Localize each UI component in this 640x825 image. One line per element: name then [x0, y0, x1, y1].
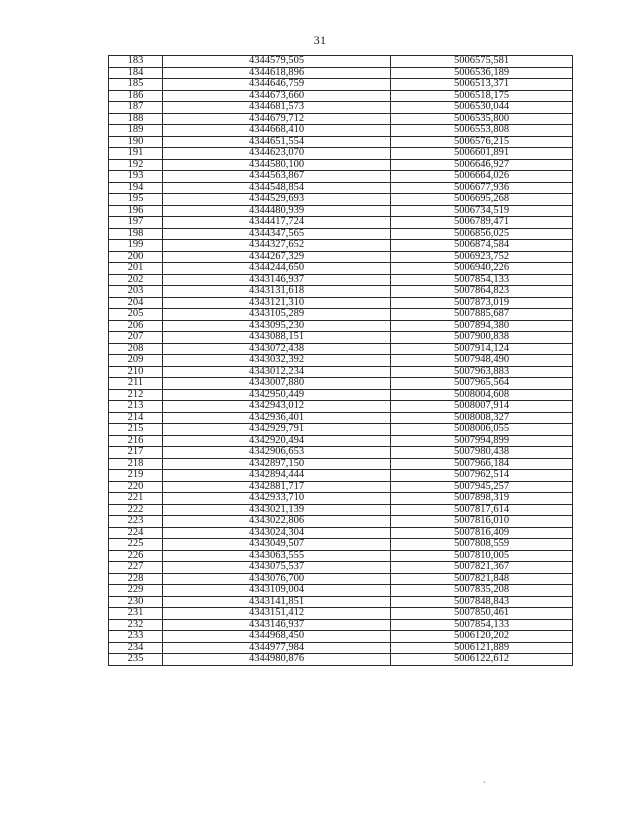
table-row [109, 435, 573, 447]
x-coordinate-cell: 4342897,150 [163, 458, 391, 470]
point-number-cell: 192 [109, 159, 163, 171]
x-coordinate-cell: 4344327,652 [163, 240, 391, 252]
y-coordinate-cell: 5007816,010 [391, 516, 573, 528]
x-coordinate-cell: 4344580,100 [163, 159, 391, 171]
table-row [109, 79, 573, 91]
y-coordinate-cell: 5007894,380 [391, 320, 573, 332]
x-coordinate-cell: 4343063,555 [163, 550, 391, 562]
table-row [109, 389, 573, 401]
stray-mark: ` [483, 780, 486, 790]
point-number-cell: 196 [109, 205, 163, 217]
x-coordinate-cell: 4344529,693 [163, 194, 391, 206]
point-number-cell: 183 [109, 56, 163, 68]
point-number-cell: 230 [109, 596, 163, 608]
table-row [109, 550, 573, 562]
table-row [109, 654, 573, 666]
y-coordinate-cell: 5006518,175 [391, 90, 573, 102]
table-row [109, 263, 573, 275]
coordinate-table [108, 55, 573, 666]
x-coordinate-cell: 4344417,724 [163, 217, 391, 229]
point-number-cell: 225 [109, 539, 163, 551]
point-number-cell: 198 [109, 228, 163, 240]
y-coordinate-cell: 5007835,208 [391, 585, 573, 597]
point-number-cell: 202 [109, 274, 163, 286]
y-coordinate-cell: 5007966,184 [391, 458, 573, 470]
table-row [109, 412, 573, 424]
y-coordinate-cell: 5007965,564 [391, 378, 573, 390]
x-coordinate-cell: 4344480,939 [163, 205, 391, 217]
x-coordinate-cell: 4344679,712 [163, 113, 391, 125]
y-coordinate-cell: 5006535,800 [391, 113, 573, 125]
y-coordinate-cell: 5008006,055 [391, 424, 573, 436]
x-coordinate-cell: 4343131,618 [163, 286, 391, 298]
table-row [109, 159, 573, 171]
table-row [109, 205, 573, 217]
y-coordinate-cell: 5007810,005 [391, 550, 573, 562]
x-coordinate-cell: 4343007,880 [163, 378, 391, 390]
x-coordinate-cell: 4344563,867 [163, 171, 391, 183]
point-number-cell: 223 [109, 516, 163, 528]
y-coordinate-cell: 5007948,490 [391, 355, 573, 367]
y-coordinate-cell: 5006530,044 [391, 102, 573, 114]
table-row [109, 378, 573, 390]
point-number-cell: 208 [109, 343, 163, 355]
x-coordinate-cell: 4343146,937 [163, 274, 391, 286]
y-coordinate-cell: 5006734,519 [391, 205, 573, 217]
table-row [109, 240, 573, 252]
y-coordinate-cell: 5008008,327 [391, 412, 573, 424]
x-coordinate-cell: 4342906,653 [163, 447, 391, 459]
table-row [109, 125, 573, 137]
x-coordinate-cell: 4343105,289 [163, 309, 391, 321]
table-row [109, 619, 573, 631]
x-coordinate-cell: 4344579,505 [163, 56, 391, 68]
y-coordinate-cell: 5006789,471 [391, 217, 573, 229]
point-number-cell: 184 [109, 67, 163, 79]
page-number: 31 [313, 33, 327, 47]
table-row [109, 113, 573, 125]
x-coordinate-cell: 4343012,234 [163, 366, 391, 378]
y-coordinate-cell: 5007945,257 [391, 481, 573, 493]
x-coordinate-cell: 4343022,806 [163, 516, 391, 528]
table-row [109, 481, 573, 493]
y-coordinate-cell: 5006553,808 [391, 125, 573, 137]
table-row [109, 194, 573, 206]
x-coordinate-cell: 4344977,984 [163, 642, 391, 654]
x-coordinate-cell: 4342933,710 [163, 493, 391, 505]
table-row [109, 631, 573, 643]
point-number-cell: 199 [109, 240, 163, 252]
point-number-cell: 209 [109, 355, 163, 367]
point-number-cell: 218 [109, 458, 163, 470]
point-number-cell: 224 [109, 527, 163, 539]
point-number-cell: 215 [109, 424, 163, 436]
y-coordinate-cell: 5006122,612 [391, 654, 573, 666]
point-number-cell: 185 [109, 79, 163, 91]
point-number-cell: 194 [109, 182, 163, 194]
point-number-cell: 204 [109, 297, 163, 309]
table-row [109, 366, 573, 378]
x-coordinate-cell: 4344618,896 [163, 67, 391, 79]
x-coordinate-cell: 4343141,851 [163, 596, 391, 608]
y-coordinate-cell: 5006575,581 [391, 56, 573, 68]
table-row [109, 573, 573, 585]
x-coordinate-cell: 4344267,329 [163, 251, 391, 263]
y-coordinate-cell: 5007873,019 [391, 297, 573, 309]
table-row [109, 470, 573, 482]
x-coordinate-cell: 4343024,304 [163, 527, 391, 539]
y-coordinate-cell: 5007816,409 [391, 527, 573, 539]
table-row [109, 332, 573, 344]
y-coordinate-cell: 5006874,584 [391, 240, 573, 252]
point-number-cell: 234 [109, 642, 163, 654]
table-row [109, 56, 573, 68]
table-row [109, 228, 573, 240]
y-coordinate-cell: 5007914,124 [391, 343, 573, 355]
x-coordinate-cell: 4344244,650 [163, 263, 391, 275]
point-number-cell: 213 [109, 401, 163, 413]
point-number-cell: 211 [109, 378, 163, 390]
x-coordinate-cell: 4343021,139 [163, 504, 391, 516]
point-number-cell: 189 [109, 125, 163, 137]
x-coordinate-cell: 4343088,151 [163, 332, 391, 344]
y-coordinate-cell: 5007808,559 [391, 539, 573, 551]
table-row [109, 562, 573, 574]
y-coordinate-cell: 5007994,899 [391, 435, 573, 447]
point-number-cell: 214 [109, 412, 163, 424]
point-number-cell: 217 [109, 447, 163, 459]
x-coordinate-cell: 4343032,392 [163, 355, 391, 367]
x-coordinate-cell: 4342936,401 [163, 412, 391, 424]
x-coordinate-cell: 4342920,494 [163, 435, 391, 447]
point-number-cell: 188 [109, 113, 163, 125]
x-coordinate-cell: 4343076,700 [163, 573, 391, 585]
table-row [109, 171, 573, 183]
y-coordinate-cell: 5008007,914 [391, 401, 573, 413]
y-coordinate-cell: 5006576,215 [391, 136, 573, 148]
y-coordinate-cell: 5006646,927 [391, 159, 573, 171]
x-coordinate-cell: 4343072,438 [163, 343, 391, 355]
point-number-cell: 231 [109, 608, 163, 620]
x-coordinate-cell: 4342950,449 [163, 389, 391, 401]
table-row [109, 527, 573, 539]
y-coordinate-cell: 5006856,025 [391, 228, 573, 240]
y-coordinate-cell: 5006940,226 [391, 263, 573, 275]
y-coordinate-cell: 5007962,514 [391, 470, 573, 482]
x-coordinate-cell: 4344623,070 [163, 148, 391, 160]
table-row [109, 251, 573, 263]
table-row [109, 274, 573, 286]
y-coordinate-cell: 5006121,889 [391, 642, 573, 654]
x-coordinate-cell: 4342943,012 [163, 401, 391, 413]
x-coordinate-cell: 4342881,717 [163, 481, 391, 493]
point-number-cell: 187 [109, 102, 163, 114]
point-number-cell: 186 [109, 90, 163, 102]
point-number-cell: 222 [109, 504, 163, 516]
point-number-cell: 203 [109, 286, 163, 298]
point-number-cell: 201 [109, 263, 163, 275]
table-row [109, 608, 573, 620]
y-coordinate-cell: 5007864,823 [391, 286, 573, 298]
point-number-cell: 200 [109, 251, 163, 263]
point-number-cell: 227 [109, 562, 163, 574]
y-coordinate-cell: 5007848,843 [391, 596, 573, 608]
point-number-cell: 190 [109, 136, 163, 148]
table-row [109, 182, 573, 194]
table-row [109, 493, 573, 505]
y-coordinate-cell: 5007854,133 [391, 274, 573, 286]
table-row [109, 90, 573, 102]
table-row [109, 102, 573, 114]
y-coordinate-cell: 5007821,367 [391, 562, 573, 574]
y-coordinate-cell: 5007850,461 [391, 608, 573, 620]
y-coordinate-cell: 5007885,687 [391, 309, 573, 321]
y-coordinate-cell: 5007980,438 [391, 447, 573, 459]
table-row [109, 596, 573, 608]
x-coordinate-cell: 4344980,876 [163, 654, 391, 666]
x-coordinate-cell: 4343095,230 [163, 320, 391, 332]
y-coordinate-cell: 5007854,133 [391, 619, 573, 631]
x-coordinate-cell: 4344646,759 [163, 79, 391, 91]
table-row [109, 67, 573, 79]
x-coordinate-cell: 4343151,412 [163, 608, 391, 620]
x-coordinate-cell: 4343075,537 [163, 562, 391, 574]
table-row [109, 136, 573, 148]
x-coordinate-cell: 4342929,791 [163, 424, 391, 436]
point-number-cell: 220 [109, 481, 163, 493]
point-number-cell: 207 [109, 332, 163, 344]
y-coordinate-cell: 5007821,848 [391, 573, 573, 585]
table-row [109, 343, 573, 355]
x-coordinate-cell: 4343121,310 [163, 297, 391, 309]
table-row [109, 504, 573, 516]
point-number-cell: 219 [109, 470, 163, 482]
y-coordinate-cell: 5006923,752 [391, 251, 573, 263]
table-row [109, 516, 573, 528]
point-number-cell: 205 [109, 309, 163, 321]
y-coordinate-cell: 5007898,319 [391, 493, 573, 505]
y-coordinate-cell: 5007817,614 [391, 504, 573, 516]
table-row [109, 148, 573, 160]
x-coordinate-cell: 4343109,004 [163, 585, 391, 597]
y-coordinate-cell: 5007963,883 [391, 366, 573, 378]
table-row [109, 309, 573, 321]
y-coordinate-cell: 5006536,189 [391, 67, 573, 79]
point-number-cell: 235 [109, 654, 163, 666]
table-row [109, 297, 573, 309]
table-row [109, 642, 573, 654]
table-row [109, 424, 573, 436]
point-number-cell: 191 [109, 148, 163, 160]
table-row [109, 401, 573, 413]
table-row [109, 217, 573, 229]
point-number-cell: 195 [109, 194, 163, 206]
x-coordinate-cell: 4344681,573 [163, 102, 391, 114]
point-number-cell: 221 [109, 493, 163, 505]
point-number-cell: 197 [109, 217, 163, 229]
point-number-cell: 216 [109, 435, 163, 447]
table-row [109, 320, 573, 332]
point-number-cell: 233 [109, 631, 163, 643]
y-coordinate-cell: 5006664,026 [391, 171, 573, 183]
x-coordinate-cell: 4344347,565 [163, 228, 391, 240]
point-number-cell: 193 [109, 171, 163, 183]
point-number-cell: 228 [109, 573, 163, 585]
x-coordinate-cell: 4343049,507 [163, 539, 391, 551]
table-row [109, 355, 573, 367]
point-number-cell: 212 [109, 389, 163, 401]
point-number-cell: 226 [109, 550, 163, 562]
table-row [109, 585, 573, 597]
point-number-cell: 229 [109, 585, 163, 597]
y-coordinate-cell: 5008004,608 [391, 389, 573, 401]
x-coordinate-cell: 4343146,937 [163, 619, 391, 631]
y-coordinate-cell: 5006120,202 [391, 631, 573, 643]
table-row [109, 458, 573, 470]
y-coordinate-cell: 5006677,936 [391, 182, 573, 194]
x-coordinate-cell: 4342894,444 [163, 470, 391, 482]
x-coordinate-cell: 4344968,450 [163, 631, 391, 643]
y-coordinate-cell: 5006695,268 [391, 194, 573, 206]
x-coordinate-cell: 4344651,554 [163, 136, 391, 148]
table-row [109, 539, 573, 551]
y-coordinate-cell: 5007900,838 [391, 332, 573, 344]
point-number-cell: 232 [109, 619, 163, 631]
y-coordinate-cell: 5006513,371 [391, 79, 573, 91]
table-row [109, 286, 573, 298]
y-coordinate-cell: 5006601,891 [391, 148, 573, 160]
point-number-cell: 210 [109, 366, 163, 378]
point-number-cell: 206 [109, 320, 163, 332]
coordinate-table-body [109, 56, 573, 666]
x-coordinate-cell: 4344668,410 [163, 125, 391, 137]
table-row [109, 447, 573, 459]
x-coordinate-cell: 4344548,854 [163, 182, 391, 194]
x-coordinate-cell: 4344673,660 [163, 90, 391, 102]
